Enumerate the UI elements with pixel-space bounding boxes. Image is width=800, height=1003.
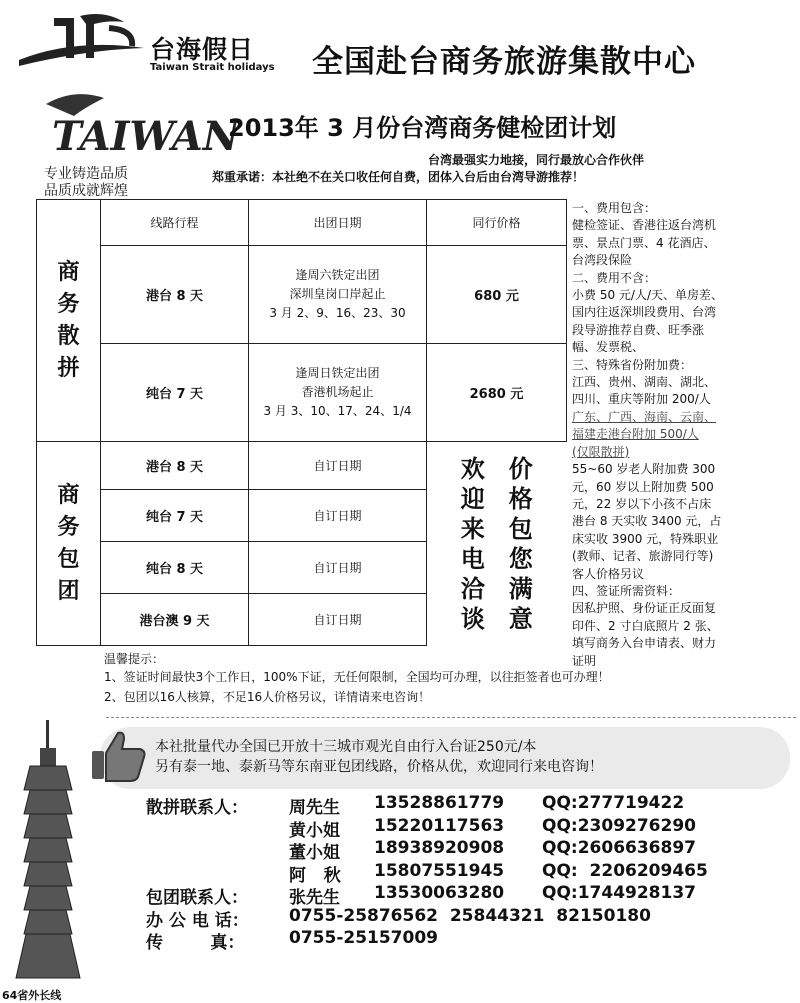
table-row: 商 务 包 团 港台 8 天 自订日期 欢 迎 来 电 洽 谈 价 格 包 您 满 意 bbox=[37, 442, 567, 490]
table-row: 港台 8 天 逢周六铁定出团 深圳皇岗口岸起止 3 月 2、9、16、23、30 680 元 bbox=[37, 246, 567, 344]
taiwan-art-logo bbox=[44, 86, 240, 160]
tip-item-2: 2、包团以16人核算，不足16人价格另议，详情请来电咨询！ bbox=[104, 690, 431, 704]
welcome-col-2: 价 格 包 您 满 意 bbox=[508, 454, 533, 633]
category-sanpin: 商 务 散 拼 bbox=[37, 200, 101, 442]
brand-name: 台海假日 bbox=[150, 35, 255, 64]
header-route: 线路行程 bbox=[101, 200, 249, 246]
tagline-1: 台湾最强实力地接，同行最放心合作伙伴 bbox=[428, 153, 645, 167]
taiwan-art-text: TAIWAN bbox=[52, 113, 240, 160]
header-date: 出团日期 bbox=[249, 200, 427, 246]
promo-line-1: 本社批量代办全国已开放十三城市观光自由行入台证250元/本 bbox=[155, 739, 537, 755]
brand-name-en: Taiwan Strait holidays bbox=[150, 62, 275, 73]
tagline-2: 郑重承诺：本社绝不在关口收任何自费，团体入台后由台湾导游推荐！ bbox=[212, 170, 585, 184]
tip-item-1: 1、签证时间最快3个工作日，100%下证，无任何限制，全国均可办理，以往拒签者也可办理！ bbox=[104, 670, 610, 684]
fee-notes: 一、费用包含： 健检签证、香港往返台湾机 票、景点门票、4 花酒店、 台湾段保险 二、费用不含： 小费 50 元/人/天、单房差、 国内往返深圳段费用、台湾 段导游推荐自费、旺季涨 幅、发票税、 三、特殊省份附加费： 江西、贵州、湖南、湖北、 四川、重庆等附加 200/人 广东、广西、海南、云南、 福建走港台附加 500/人 (仅限散拼) 55~60 岁老人附加费 300 元，60 岁以上附加费 500 元，22 岁以下小孩不占床 港台 8 天实收 3400 元，占 床实收 3900 元，特殊职业 (教师、记者、旅游同行等) 客人价格另议 四、签证所需资料： 因私护照、身份证正反面复 印件、2 寸白底照片 2 张、 填写商务入台申请表、财力 证明 bbox=[572, 201, 723, 668]
page-title: 全国赴台商务旅游集散中心 bbox=[312, 44, 696, 80]
welcome-cell bbox=[427, 442, 567, 646]
category-baotuan: 商 务 包 团 bbox=[37, 442, 101, 646]
slogan-line-1: 专业铸造品质 bbox=[44, 166, 128, 182]
itinerary-table bbox=[36, 199, 567, 646]
welcome-col-1: 欢 迎 来 电 洽 谈 bbox=[460, 454, 485, 633]
promo-line-2: 另有泰一地、泰新马等东南亚包团线路，价格从优，欢迎同行来电咨询！ bbox=[155, 759, 603, 775]
logo-icon bbox=[14, 8, 149, 70]
slogan-line-2: 品质成就辉煌 bbox=[44, 183, 128, 199]
plan-title: 2013年 3 月份台湾商务健检团计划 bbox=[228, 114, 617, 142]
header-price: 同行价格 bbox=[427, 200, 567, 246]
page-footer: 64省外长线 bbox=[2, 989, 62, 1002]
tips-title: 温馨提示： bbox=[104, 652, 165, 666]
table-row: 港台澳 9 天 自订日期 bbox=[37, 594, 567, 646]
table-row: 纯台 8 天 自订日期 bbox=[37, 542, 567, 594]
table-row: 纯台 7 天 自订日期 bbox=[37, 490, 567, 542]
tower-illustration bbox=[0, 720, 100, 980]
table-row: 纯台 7 天 逢周日铁定出团 香港机场起止 3 月 3、10、17、24、1/4 2680 元 bbox=[37, 344, 567, 442]
divider bbox=[106, 717, 796, 718]
